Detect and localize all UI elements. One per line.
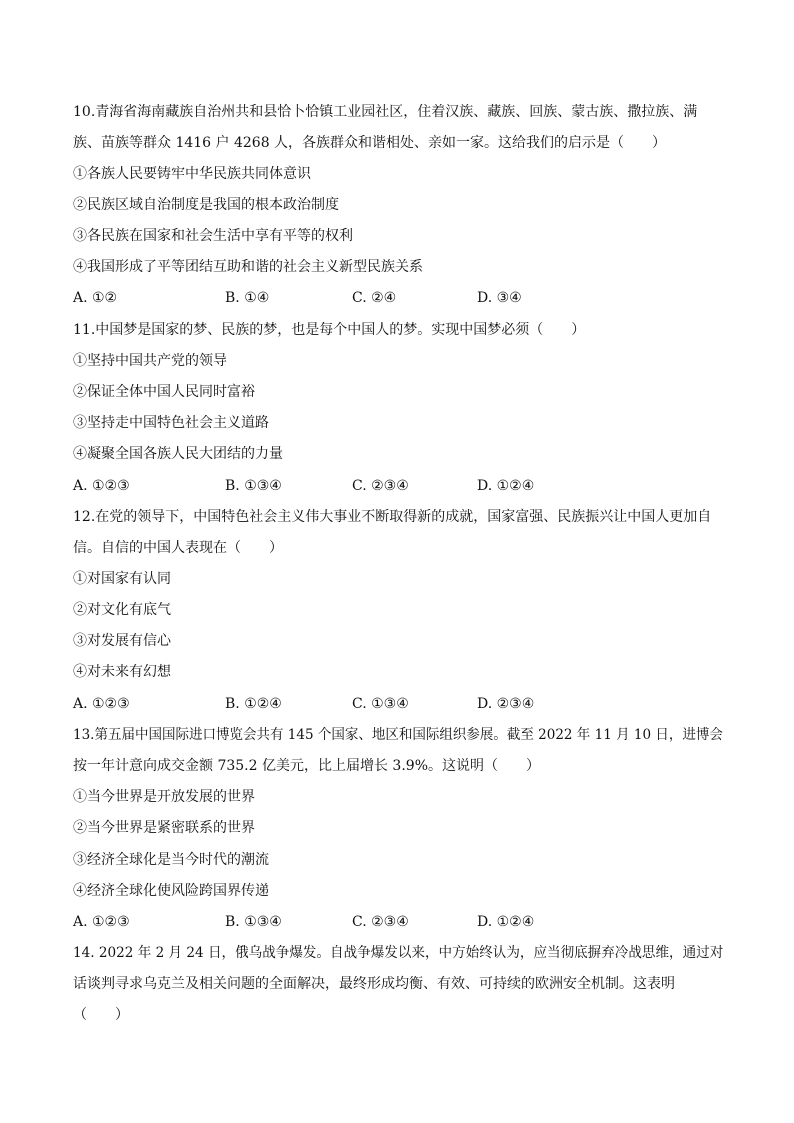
question-12-item-1: ①对国家有认同 [73, 571, 171, 587]
question-10-item-2: ②民族区域自治制度是我国的根本政治制度 [73, 197, 339, 213]
question-12-option-d[interactable]: D. ②③④ [477, 696, 535, 712]
question-14-stem-line-3: （ ） [73, 1007, 129, 1023]
question-11-option-d[interactable]: D. ①②④ [477, 478, 535, 494]
question-13-stem-line-1: 13.第五届中国国际进口博览会共有 145 个国家、地区和国际组织参展。截至 2022 年 11 月 10 日，进博会 [73, 727, 723, 743]
question-13-item-2: ②当今世界是紧密联系的世界 [73, 820, 255, 836]
question-13-options [73, 912, 723, 932]
question-12-option-c[interactable]: C. ①③④ [352, 696, 409, 712]
question-14-stem-line-2: 话谈判寻求乌克兰及相关问题的全面解决，最终形成均衡、有效、可持续的欧洲安全机制。这表明 [73, 976, 675, 992]
question-11-item-1: ①坚持中国共产党的领导 [73, 353, 227, 369]
question-12-option-b[interactable]: B. ①②④ [225, 696, 282, 712]
question-13-option-c[interactable]: C. ②③④ [352, 914, 409, 930]
question-11-stem-line-1: 11.中国梦是国家的梦、民族的梦，也是每个中国人的梦。实现中国梦必须（ ） [73, 322, 586, 338]
question-13-item-3: ③经济全球化是当今时代的潮流 [73, 852, 269, 868]
question-11-option-c[interactable]: C. ②③④ [352, 478, 409, 494]
question-10-item-1: ①各族人民要铸牢中华民族共同体意识 [73, 166, 311, 182]
question-11-item-2: ②保证全体中国人民同时富裕 [73, 384, 255, 400]
question-10-stem-line-2: 族、苗族等群众 1416 户 4268 人，各族群众和谐相处、亲如一家。这给我们的启示是（ ） [73, 135, 667, 151]
question-13-item-4: ④经济全球化使风险跨国界传递 [73, 883, 269, 899]
question-11-option-b[interactable]: B. ①③④ [225, 478, 282, 494]
question-10-option-d[interactable]: D. ③④ [477, 290, 522, 306]
question-12-item-3: ③对发展有信心 [73, 633, 171, 649]
question-10-stem-line-1: 10.青海省海南藏族自治州共和县恰卜恰镇工业园社区，住着汉族、藏族、回族、蒙古族、撒拉族、满 [73, 104, 698, 120]
question-13-item-1: ①当今世界是开放发展的世界 [73, 789, 255, 805]
question-10-option-a[interactable]: A. ①② [73, 290, 118, 306]
question-11-options [73, 476, 723, 496]
question-10-item-4: ④我国形成了平等团结互助和谐的社会主义新型民族关系 [73, 259, 423, 275]
question-11-item-3: ③坚持走中国特色社会主义道路 [73, 415, 269, 431]
question-12-item-4: ④对未来有幻想 [73, 664, 171, 680]
question-12-option-a[interactable]: A. ①②③ [73, 696, 130, 712]
question-14-stem-line-1: 14. 2022 年 2 月 24 日，俄乌战争爆发。自战争爆发以来，中方始终认为，应当彻底摒弃冷战思维，通过对 [73, 945, 724, 961]
question-11-option-a[interactable]: A. ①②③ [73, 478, 130, 494]
question-12-stem-line-1: 12.在党的领导下，中国特色社会主义伟大事业不断取得新的成就，国家富强、民族振兴让中国人更加自 [73, 509, 712, 525]
question-12-stem-line-2: 信。自信的中国人表现在（ ） [73, 540, 283, 556]
question-13-option-a[interactable]: A. ①②③ [73, 914, 130, 930]
question-10-options [73, 288, 723, 308]
question-13-option-b[interactable]: B. ①③④ [225, 914, 282, 930]
question-10-option-b[interactable]: B. ①④ [225, 290, 270, 306]
question-10-option-c[interactable]: C. ②④ [352, 290, 397, 306]
question-13-stem-line-2: 按一年计意向成交金额 735.2 亿美元，比上届增长 3.9%。这说明（ ） [73, 758, 540, 774]
question-12-options [73, 694, 723, 714]
question-10-item-3: ③各民族在国家和社会生活中享有平等的权利 [73, 228, 353, 244]
question-13-option-d[interactable]: D. ①②④ [477, 914, 535, 930]
question-11-item-4: ④凝聚全国各族人民大团结的力量 [73, 446, 283, 462]
question-12-item-2: ②对文化有底气 [73, 602, 171, 618]
